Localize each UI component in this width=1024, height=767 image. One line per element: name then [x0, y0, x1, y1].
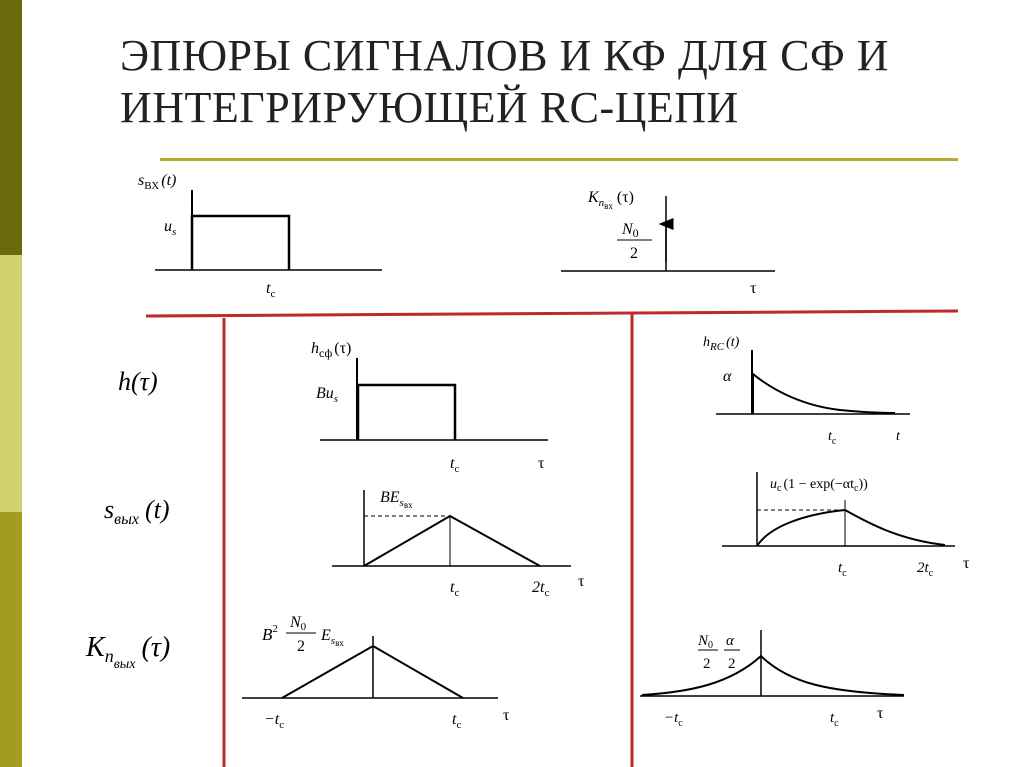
s-out-sf-tick2: $2t_c$	[532, 579, 550, 599]
h-sf-axis-label: τ	[538, 455, 545, 472]
s-out-rc-tick2: $2t_c$	[917, 560, 934, 579]
s-out-sf-tick1: $t_c$	[450, 579, 460, 599]
h-sf-tick-label: $t_c$	[450, 455, 460, 475]
plot-h-rc	[716, 350, 910, 414]
s-in-label: $s_{ВХ}$ (t)	[138, 172, 177, 192]
row-label-s-main: s	[104, 495, 115, 524]
k-out-rc-denominator-1: 2	[703, 656, 711, 672]
grid-horizontal-line	[146, 311, 958, 316]
plot-s-in	[155, 190, 382, 270]
k-in-label: $K_nвх$ (τ)	[588, 189, 635, 211]
k-out-rc-axis-label: τ	[877, 705, 884, 722]
k-in-numerator: N0	[622, 221, 639, 240]
s-out-rc-tick1: $t_c$	[838, 560, 847, 579]
k-out-rc-numerator-1: $N_0$	[698, 633, 714, 651]
row-label-k-sub: n	[104, 646, 114, 666]
k-out-sf-tick-pos: $t_c$	[452, 711, 462, 731]
h-sf-pulse	[358, 385, 455, 440]
k-out-rc-peak-curve	[642, 656, 904, 695]
svg-text:Knвых(τ)	[85, 632, 170, 672]
row-label-s-sub: вых	[114, 511, 140, 528]
k-out-rc-numerator-2: α	[726, 633, 734, 649]
row-label-s-out	[104, 495, 170, 528]
s-out-rc-curve	[757, 510, 945, 546]
k-out-sf-tick-neg: $-t_c$	[264, 711, 285, 731]
s-out-rc-axis-label: τ	[963, 555, 970, 572]
s-out-rc-peak-label: $u_c$ $(1 - \exp(-\alpha t_c))$	[770, 477, 868, 494]
h-sf-level-label: $Bu_s$	[316, 385, 339, 405]
plot-k-out-rc	[640, 630, 904, 696]
svg-text:sвых(t)	[104, 495, 170, 528]
h-sf-label: $h_{сф}$ (τ)	[311, 340, 352, 360]
k-out-sf-post: $E_sвх$	[321, 627, 344, 648]
title-line-2: ИНТЕГРИРУЮЩЕЙ RC-ЦЕПИ	[120, 83, 739, 132]
k-in-axis-label: τ	[750, 280, 757, 297]
k-out-rc-denominator-2: 2	[728, 656, 736, 672]
h-rc-axis-label: t	[896, 429, 900, 444]
h-rc-tick-label: $t_c$	[828, 429, 837, 447]
plot-k-in	[561, 196, 775, 271]
k-out-rc-tick-pos: $t_c$	[830, 710, 839, 729]
s-in-pulse	[192, 216, 289, 270]
h-rc-level-label: α	[723, 368, 732, 385]
plot-k-out-sf	[242, 633, 498, 698]
k-out-sf-pre: $B^2$	[262, 623, 278, 644]
row-label-h	[118, 367, 158, 396]
row-label-k-out	[85, 632, 170, 672]
k-out-sf-numerator: N0	[290, 614, 307, 633]
row-label-k-arg: (τ)	[141, 632, 171, 663]
row-label-k-subsub: вых	[113, 657, 136, 672]
k-out-sf-axis-label: τ	[503, 707, 510, 724]
s-in-level-label: $u_s$	[164, 218, 177, 238]
h-rc-decay-curve	[753, 374, 895, 414]
row-label-k-main: K	[86, 632, 105, 663]
k-in-denominator: 2	[630, 245, 638, 262]
title-line-1: ЭПЮРЫ СИГНАЛОВ И КФ ДЛЯ СФ И	[120, 31, 890, 80]
s-out-sf-axis-label: τ	[578, 573, 585, 590]
plot-s-out-sf	[332, 490, 571, 566]
h-rc-label: $h_{RC}$ (t)	[703, 335, 740, 353]
k-out-rc-tick-neg: $-t_c$	[664, 710, 683, 729]
s-out-sf-triangle	[364, 516, 540, 566]
s-out-sf-peak-label: $BE_sвх$	[380, 489, 413, 510]
s-in-tick-label: $t_c$	[266, 280, 276, 300]
k-out-sf-denominator: 2	[297, 638, 305, 655]
row-label-s-arg: (t)	[145, 495, 170, 524]
row-label-h-text: h(τ)	[118, 367, 158, 396]
plot-h-sf	[320, 358, 548, 440]
